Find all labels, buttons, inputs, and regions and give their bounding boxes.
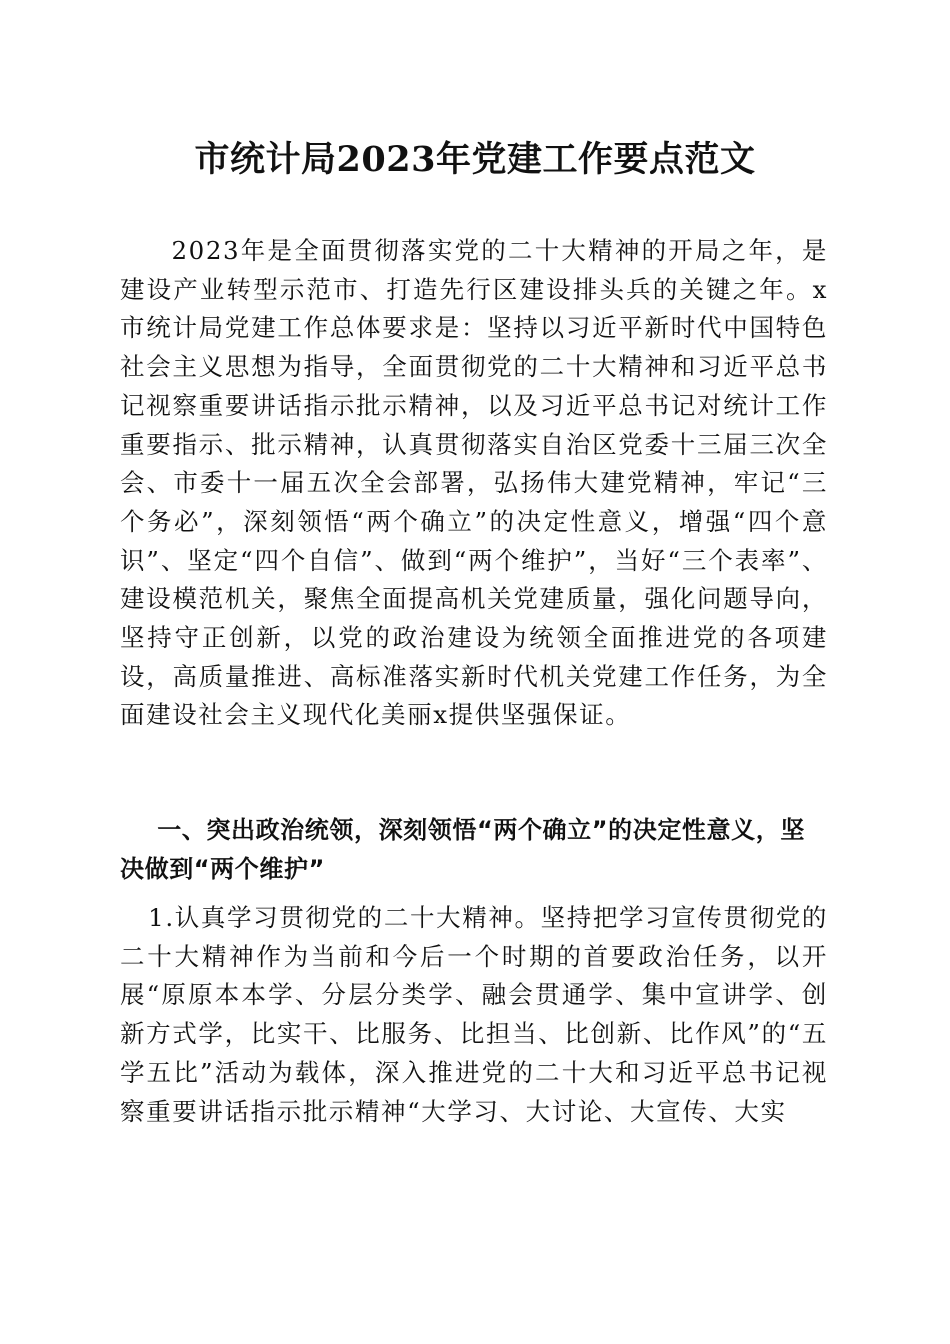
item-paragraph: 1.认真学习贯彻党的二十大精神。坚持把学习宣传贯彻党的二十大精神作为当前和今后一个时期的首要政治任务，以开展“原原本本学、分层分类学、融会贯通学、集中宣讲学、创新方式学，比实干、比服务、比担当、比创新、比作风”的“五学五比”活动为载体，深入推进党的二十大和习近平总书记视察重要讲话指示批示精神“大学习、大讨论、大宣传、大实: [120, 903, 828, 1126]
document-title: 市统计局2023年党建工作要点范文: [194, 139, 756, 180]
intro-paragraph: 2023年是全面贯彻落实党的二十大精神的开局之年，是建设产业转型示范市、打造先行区建设排头兵的关键之年。x市统计局党建工作总体要求是：坚持以习近平新时代中国特色社会主义思想为指导，全面贯彻党的二十大精神和习近平总书记视察重要讲话指示批示精神，以及习近平总书记对统计工作重要指示、批示精神，认真贯彻落实自治区党委十三届三次全会、市委十一届五次全会部署，弘扬伟大建党精神，牢记“三个务必”，深刻领悟“两个确立”的决定性意义，增强“四个意识”、坚定“四个自信”、做到“两个维护”，当好“三个表率”、建设模范机关，聚焦全面提高机关党建质量，强化问题导向，坚持守正创新，以党的政治建设为统领全面推进党的各项建设，高质量推进、高标准落实新时代机关党建工作任务，为全面建设社会主义现代化美丽x提供坚强保证。: [120, 236, 828, 730]
section-heading: 一、突出政治统领，深刻领悟“两个确立”的决定性意义，坚决做到“两个维护”: [120, 816, 805, 883]
